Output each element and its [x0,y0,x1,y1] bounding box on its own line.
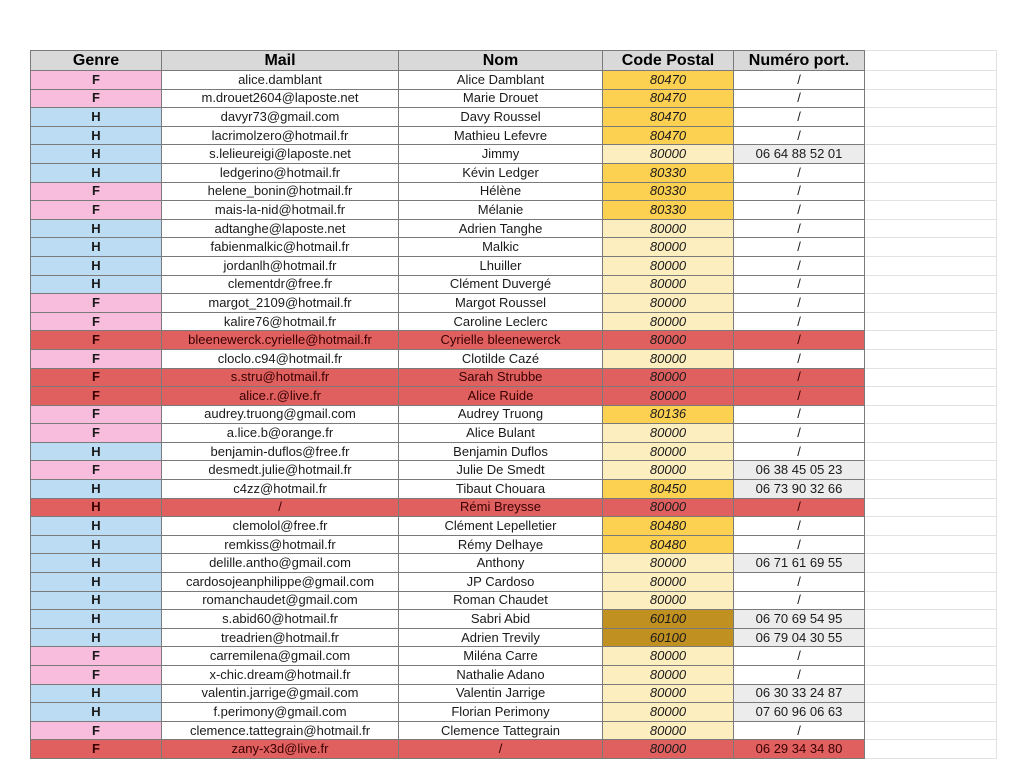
empty-cell[interactable] [865,349,997,368]
table-row [31,163,997,182]
empty-cell[interactable] [865,219,997,238]
genre-cell[interactable]: H [31,442,162,461]
numero-port-cell[interactable]: 06 64 88 52 01 [734,145,865,164]
genre-cell[interactable]: F [31,312,162,331]
code-postal-cell[interactable]: 80470 [603,108,734,127]
genre-cell[interactable]: H [31,517,162,536]
code-postal-cell[interactable]: 80330 [603,201,734,220]
mail-cell[interactable]: zany-x3d@live.fr [162,740,399,759]
nom-cell[interactable]: Margot Roussel [399,294,603,313]
code-postal-cell[interactable]: 80330 [603,182,734,201]
numero-port-cell[interactable]: / [734,535,865,554]
empty-cell[interactable] [865,666,997,685]
table-row [31,126,997,145]
nom-cell[interactable]: Mélanie [399,201,603,220]
empty-cell[interactable] [865,461,997,480]
table-body [31,71,997,759]
numero-port-cell[interactable]: / [734,647,865,666]
genre-cell[interactable]: H [31,610,162,629]
genre-cell[interactable]: H [31,628,162,647]
nom-cell[interactable]: Alice Bulant [399,424,603,443]
numero-port-cell[interactable]: / [734,163,865,182]
mail-cell[interactable]: fabienmalkic@hotmail.fr [162,238,399,257]
table-row [31,666,997,685]
numero-port-cell[interactable]: / [734,517,865,536]
numero-port-cell[interactable]: / [734,256,865,275]
code-postal-cell[interactable]: 80000 [603,666,734,685]
table-row [31,498,997,517]
genre-cell[interactable]: F [31,387,162,406]
genre-cell[interactable]: H [31,498,162,517]
nom-cell[interactable]: Nathalie Adano [399,666,603,685]
table-row [31,89,997,108]
genre-cell[interactable]: H [31,219,162,238]
mail-cell[interactable]: c4zz@hotmail.fr [162,480,399,499]
nom-cell[interactable]: Clément Lepelletier [399,517,603,536]
nom-cell[interactable]: Rémy Delhaye [399,535,603,554]
numero-port-cell[interactable]: / [734,89,865,108]
numero-port-cell[interactable]: / [734,126,865,145]
nom-cell[interactable]: Caroline Leclerc [399,312,603,331]
genre-cell[interactable]: H [31,591,162,610]
numero-port-cell[interactable]: / [734,442,865,461]
numero-port-cell[interactable]: 06 73 90 32 66 [734,480,865,499]
code-postal-cell[interactable]: 80000 [603,647,734,666]
empty-cell[interactable] [865,628,997,647]
empty-cell[interactable] [865,294,997,313]
empty-cell[interactable] [865,610,997,629]
code-postal-cell[interactable]: 80480 [603,535,734,554]
numero-port-cell[interactable]: / [734,591,865,610]
nom-cell[interactable]: Jimmy [399,145,603,164]
mail-cell[interactable]: clementdr@free.fr [162,275,399,294]
empty-cell[interactable] [865,275,997,294]
genre-cell[interactable]: H [31,145,162,164]
table-row [31,201,997,220]
empty-cell[interactable] [865,703,997,722]
genre-cell[interactable]: H [31,275,162,294]
empty-cell[interactable] [865,331,997,350]
mail-cell[interactable]: s.stru@hotmail.fr [162,368,399,387]
numero-port-cell[interactable]: 06 71 61 69 55 [734,554,865,573]
genre-cell[interactable]: F [31,740,162,759]
mail-cell[interactable]: margot_2109@hotmail.fr [162,294,399,313]
nom-cell[interactable]: Anthony [399,554,603,573]
code-postal-cell[interactable]: 60100 [603,610,734,629]
table-row [31,108,997,127]
mail-cell[interactable]: f.perimony@gmail.com [162,703,399,722]
code-postal-cell[interactable]: 80000 [603,573,734,592]
code-postal-cell[interactable]: 80450 [603,480,734,499]
nom-cell[interactable]: Alice Ruide [399,387,603,406]
empty-cell[interactable] [865,238,997,257]
nom-cell[interactable]: Clemence Tattegrain [399,721,603,740]
genre-cell[interactable]: F [31,71,162,90]
numero-port-cell[interactable]: / [734,424,865,443]
nom-cell[interactable]: Clément Duvergé [399,275,603,294]
empty-cell[interactable] [865,721,997,740]
empty-cell[interactable] [865,312,997,331]
numero-port-cell[interactable]: / [734,387,865,406]
genre-cell[interactable]: F [31,721,162,740]
code-postal-cell[interactable]: 80000 [603,721,734,740]
mail-cell[interactable]: / [162,498,399,517]
genre-cell[interactable]: F [31,89,162,108]
genre-cell[interactable]: H [31,238,162,257]
table-row [31,219,997,238]
table-row [31,480,997,499]
genre-cell[interactable]: H [31,163,162,182]
table-row [31,647,997,666]
empty-cell[interactable] [865,554,997,573]
empty-cell[interactable] [865,145,997,164]
code-postal-cell[interactable]: 80000 [603,498,734,517]
numero-port-cell[interactable]: / [734,294,865,313]
table-row [31,71,997,90]
nom-cell[interactable]: Adrien Tanghe [399,219,603,238]
code-postal-cell[interactable]: 80000 [603,294,734,313]
empty-cell[interactable] [865,163,997,182]
nom-cell[interactable]: Roman Chaudet [399,591,603,610]
genre-cell[interactable]: F [31,201,162,220]
genre-cell[interactable]: H [31,256,162,275]
table-row [31,610,997,629]
numero-port-cell[interactable]: / [734,368,865,387]
genre-cell[interactable]: F [31,405,162,424]
empty-cell[interactable] [865,405,997,424]
mail-cell[interactable]: jordanlh@hotmail.fr [162,256,399,275]
code-postal-cell[interactable]: 80136 [603,405,734,424]
table-row [31,442,997,461]
table-row [31,461,997,480]
code-postal-cell[interactable]: 80470 [603,71,734,90]
mail-cell[interactable]: davyr73@gmail.com [162,108,399,127]
mail-cell[interactable]: treadrien@hotmail.fr [162,628,399,647]
table-row [31,684,997,703]
code-postal-cell[interactable]: 80470 [603,126,734,145]
mail-cell[interactable]: carremilena@gmail.com [162,647,399,666]
nom-cell[interactable]: Cyrielle bleenewerck [399,331,603,350]
numero-port-cell[interactable]: 06 79 04 30 55 [734,628,865,647]
numero-port-cell[interactable]: / [734,71,865,90]
mail-cell[interactable]: mais-la-nid@hotmail.fr [162,201,399,220]
code-postal-cell[interactable]: 80000 [603,684,734,703]
spreadsheet [30,50,997,759]
mail-cell[interactable]: s.lelieureigi@laposte.net [162,145,399,164]
nom-cell[interactable]: Marie Drouet [399,89,603,108]
nom-cell[interactable]: Kévin Ledger [399,163,603,182]
mail-cell[interactable]: remkiss@hotmail.fr [162,535,399,554]
code-postal-cell[interactable]: 80480 [603,517,734,536]
nom-cell[interactable]: Mathieu Lefevre [399,126,603,145]
empty-cell[interactable] [865,256,997,275]
genre-cell[interactable]: H [31,684,162,703]
code-postal-cell[interactable]: 80000 [603,442,734,461]
code-postal-cell[interactable]: 60100 [603,628,734,647]
table-row [31,405,997,424]
genre-cell[interactable]: H [31,573,162,592]
table-row [31,349,997,368]
empty-cell[interactable] [865,591,997,610]
numero-port-cell[interactable]: / [734,666,865,685]
mail-cell[interactable]: lacrimolzero@hotmail.fr [162,126,399,145]
nom-cell[interactable]: Hélène [399,182,603,201]
numero-port-cell[interactable]: / [734,331,865,350]
code-postal-cell[interactable]: 80000 [603,349,734,368]
empty-cell[interactable] [865,573,997,592]
table-row [31,368,997,387]
code-postal-cell[interactable]: 80000 [603,145,734,164]
code-postal-cell[interactable]: 80330 [603,163,734,182]
mail-cell[interactable]: alice.damblant [162,71,399,90]
mail-cell[interactable]: adtanghe@laposte.net [162,219,399,238]
nom-cell[interactable]: Malkic [399,238,603,257]
table-row [31,275,997,294]
contacts-table [30,50,997,759]
nom-cell[interactable]: Lhuiller [399,256,603,275]
nom-cell[interactable]: JP Cardoso [399,573,603,592]
mail-cell[interactable]: cloclo.c94@hotmail.fr [162,349,399,368]
nom-cell[interactable]: Davy Roussel [399,108,603,127]
numero-port-cell[interactable]: / [734,182,865,201]
header-row [31,51,997,71]
code-postal-cell[interactable]: 80000 [603,554,734,573]
mail-cell[interactable]: audrey.truong@gmail.com [162,405,399,424]
table-row [31,703,997,722]
nom-cell[interactable]: Sabri Abid [399,610,603,629]
nom-cell[interactable]: Rémi Breysse [399,498,603,517]
genre-cell[interactable]: F [31,349,162,368]
empty-cell[interactable] [865,424,997,443]
empty-cell[interactable] [865,498,997,517]
table-row [31,721,997,740]
mail-cell[interactable]: x-chic.dream@hotmail.fr [162,666,399,685]
table-row [31,312,997,331]
numero-port-cell[interactable]: / [734,219,865,238]
mail-cell[interactable]: s.abid60@hotmail.fr [162,610,399,629]
code-postal-cell[interactable]: 80000 [603,387,734,406]
nom-cell[interactable]: Adrien Trevily [399,628,603,647]
code-postal-cell[interactable]: 80000 [603,275,734,294]
genre-cell[interactable]: H [31,554,162,573]
nom-cell[interactable]: Alice Damblant [399,71,603,90]
empty-cell[interactable] [865,480,997,499]
table-row [31,554,997,573]
numero-port-cell[interactable]: / [734,238,865,257]
numero-port-cell[interactable]: / [734,108,865,127]
numero-port-cell[interactable]: / [734,275,865,294]
table-row [31,256,997,275]
table-row [31,145,997,164]
numero-port-cell[interactable]: / [734,201,865,220]
numero-port-cell[interactable]: / [734,573,865,592]
numero-port-cell[interactable]: 06 29 34 34 80 [734,740,865,759]
empty-cell[interactable] [865,740,997,759]
code-postal-cell[interactable]: 80000 [603,591,734,610]
numero-port-cell[interactable]: 07 60 96 06 63 [734,703,865,722]
genre-cell[interactable]: H [31,126,162,145]
mail-cell[interactable]: ledgerino@hotmail.fr [162,163,399,182]
genre-cell[interactable]: F [31,424,162,443]
table-row [31,182,997,201]
numero-port-cell[interactable]: / [734,349,865,368]
mail-cell[interactable]: kalire76@hotmail.fr [162,312,399,331]
empty-cell[interactable] [865,71,997,90]
mail-cell[interactable]: delille.antho@gmail.com [162,554,399,573]
code-postal-cell[interactable]: 80000 [603,424,734,443]
genre-cell[interactable]: F [31,666,162,685]
code-postal-cell[interactable]: 80000 [603,219,734,238]
nom-cell[interactable]: Benjamin Duflos [399,442,603,461]
mail-cell[interactable]: clemence.tattegrain@hotmail.fr [162,721,399,740]
numero-port-cell[interactable]: / [734,498,865,517]
empty-cell[interactable] [865,442,997,461]
nom-cell[interactable]: Valentin Jarrige [399,684,603,703]
numero-port-cell[interactable]: 06 38 45 05 23 [734,461,865,480]
nom-cell[interactable]: Clotilde Cazé [399,349,603,368]
mail-cell[interactable]: valentin.jarrige@gmail.com [162,684,399,703]
table-row [31,424,997,443]
table-row [31,387,997,406]
table-row [31,628,997,647]
mail-cell[interactable]: cardosojeanphilippe@gmail.com [162,573,399,592]
nom-cell[interactable]: Florian Perimony [399,703,603,722]
mail-cell[interactable]: alice.r.@live.fr [162,387,399,406]
table-row [31,238,997,257]
mail-cell[interactable]: a.lice.b@orange.fr [162,424,399,443]
mail-cell[interactable]: romanchaudet@gmail.com [162,591,399,610]
nom-cell[interactable]: Miléna Carre [399,647,603,666]
code-postal-cell[interactable]: 80470 [603,89,734,108]
genre-cell[interactable]: H [31,535,162,554]
numero-port-cell[interactable]: / [734,721,865,740]
genre-cell[interactable]: F [31,368,162,387]
genre-cell[interactable]: H [31,480,162,499]
genre-cell[interactable]: H [31,703,162,722]
table-row [31,573,997,592]
nom-cell[interactable]: Julie De Smedt [399,461,603,480]
empty-cell[interactable] [865,108,997,127]
mail-cell[interactable]: benjamin-duflos@free.fr [162,442,399,461]
nom-cell[interactable]: / [399,740,603,759]
empty-cell[interactable] [865,89,997,108]
numero-port-cell[interactable]: / [734,405,865,424]
genre-cell[interactable]: F [31,182,162,201]
code-postal-cell[interactable]: 80000 [603,368,734,387]
code-postal-cell[interactable]: 80000 [603,740,734,759]
numero-port-cell[interactable]: / [734,312,865,331]
code-postal-cell[interactable]: 80000 [603,256,734,275]
numero-port-cell[interactable]: 06 30 33 24 87 [734,684,865,703]
nom-cell[interactable]: Sarah Strubbe [399,368,603,387]
empty-cell[interactable] [865,201,997,220]
mail-cell[interactable]: helene_bonin@hotmail.fr [162,182,399,201]
empty-cell[interactable] [865,684,997,703]
table-row [31,517,997,536]
genre-cell[interactable]: F [31,647,162,666]
header-nom[interactable]: Nom [399,51,603,71]
header-numero-port[interactable]: Numéro port. [734,51,865,71]
empty-cell[interactable] [865,182,997,201]
code-postal-cell[interactable]: 80000 [603,461,734,480]
header-genre[interactable]: Genre [31,51,162,71]
mail-cell[interactable]: bleenewerck.cyrielle@hotmail.fr [162,331,399,350]
table-row [31,294,997,313]
code-postal-cell[interactable]: 80000 [603,312,734,331]
mail-cell[interactable]: clemolol@free.fr [162,517,399,536]
empty-cell[interactable] [865,647,997,666]
genre-cell[interactable]: F [31,461,162,480]
numero-port-cell[interactable]: 06 70 69 54 95 [734,610,865,629]
empty-header-cell[interactable] [865,51,997,71]
empty-cell[interactable] [865,368,997,387]
genre-cell[interactable]: F [31,294,162,313]
genre-cell[interactable]: F [31,331,162,350]
nom-cell[interactable]: Tibaut Chouara [399,480,603,499]
empty-cell[interactable] [865,126,997,145]
empty-cell[interactable] [865,387,997,406]
empty-cell[interactable] [865,535,997,554]
nom-cell[interactable]: Audrey Truong [399,405,603,424]
code-postal-cell[interactable]: 80000 [603,331,734,350]
mail-cell[interactable]: desmedt.julie@hotmail.fr [162,461,399,480]
table-row [31,591,997,610]
code-postal-cell[interactable]: 80000 [603,238,734,257]
genre-cell[interactable]: H [31,108,162,127]
table-row [31,331,997,350]
header-code-postal[interactable]: Code Postal [603,51,734,71]
mail-cell[interactable]: m.drouet2604@laposte.net [162,89,399,108]
table-row [31,535,997,554]
code-postal-cell[interactable]: 80000 [603,703,734,722]
table-row [31,740,997,759]
empty-cell[interactable] [865,517,997,536]
header-mail[interactable]: Mail [162,51,399,71]
